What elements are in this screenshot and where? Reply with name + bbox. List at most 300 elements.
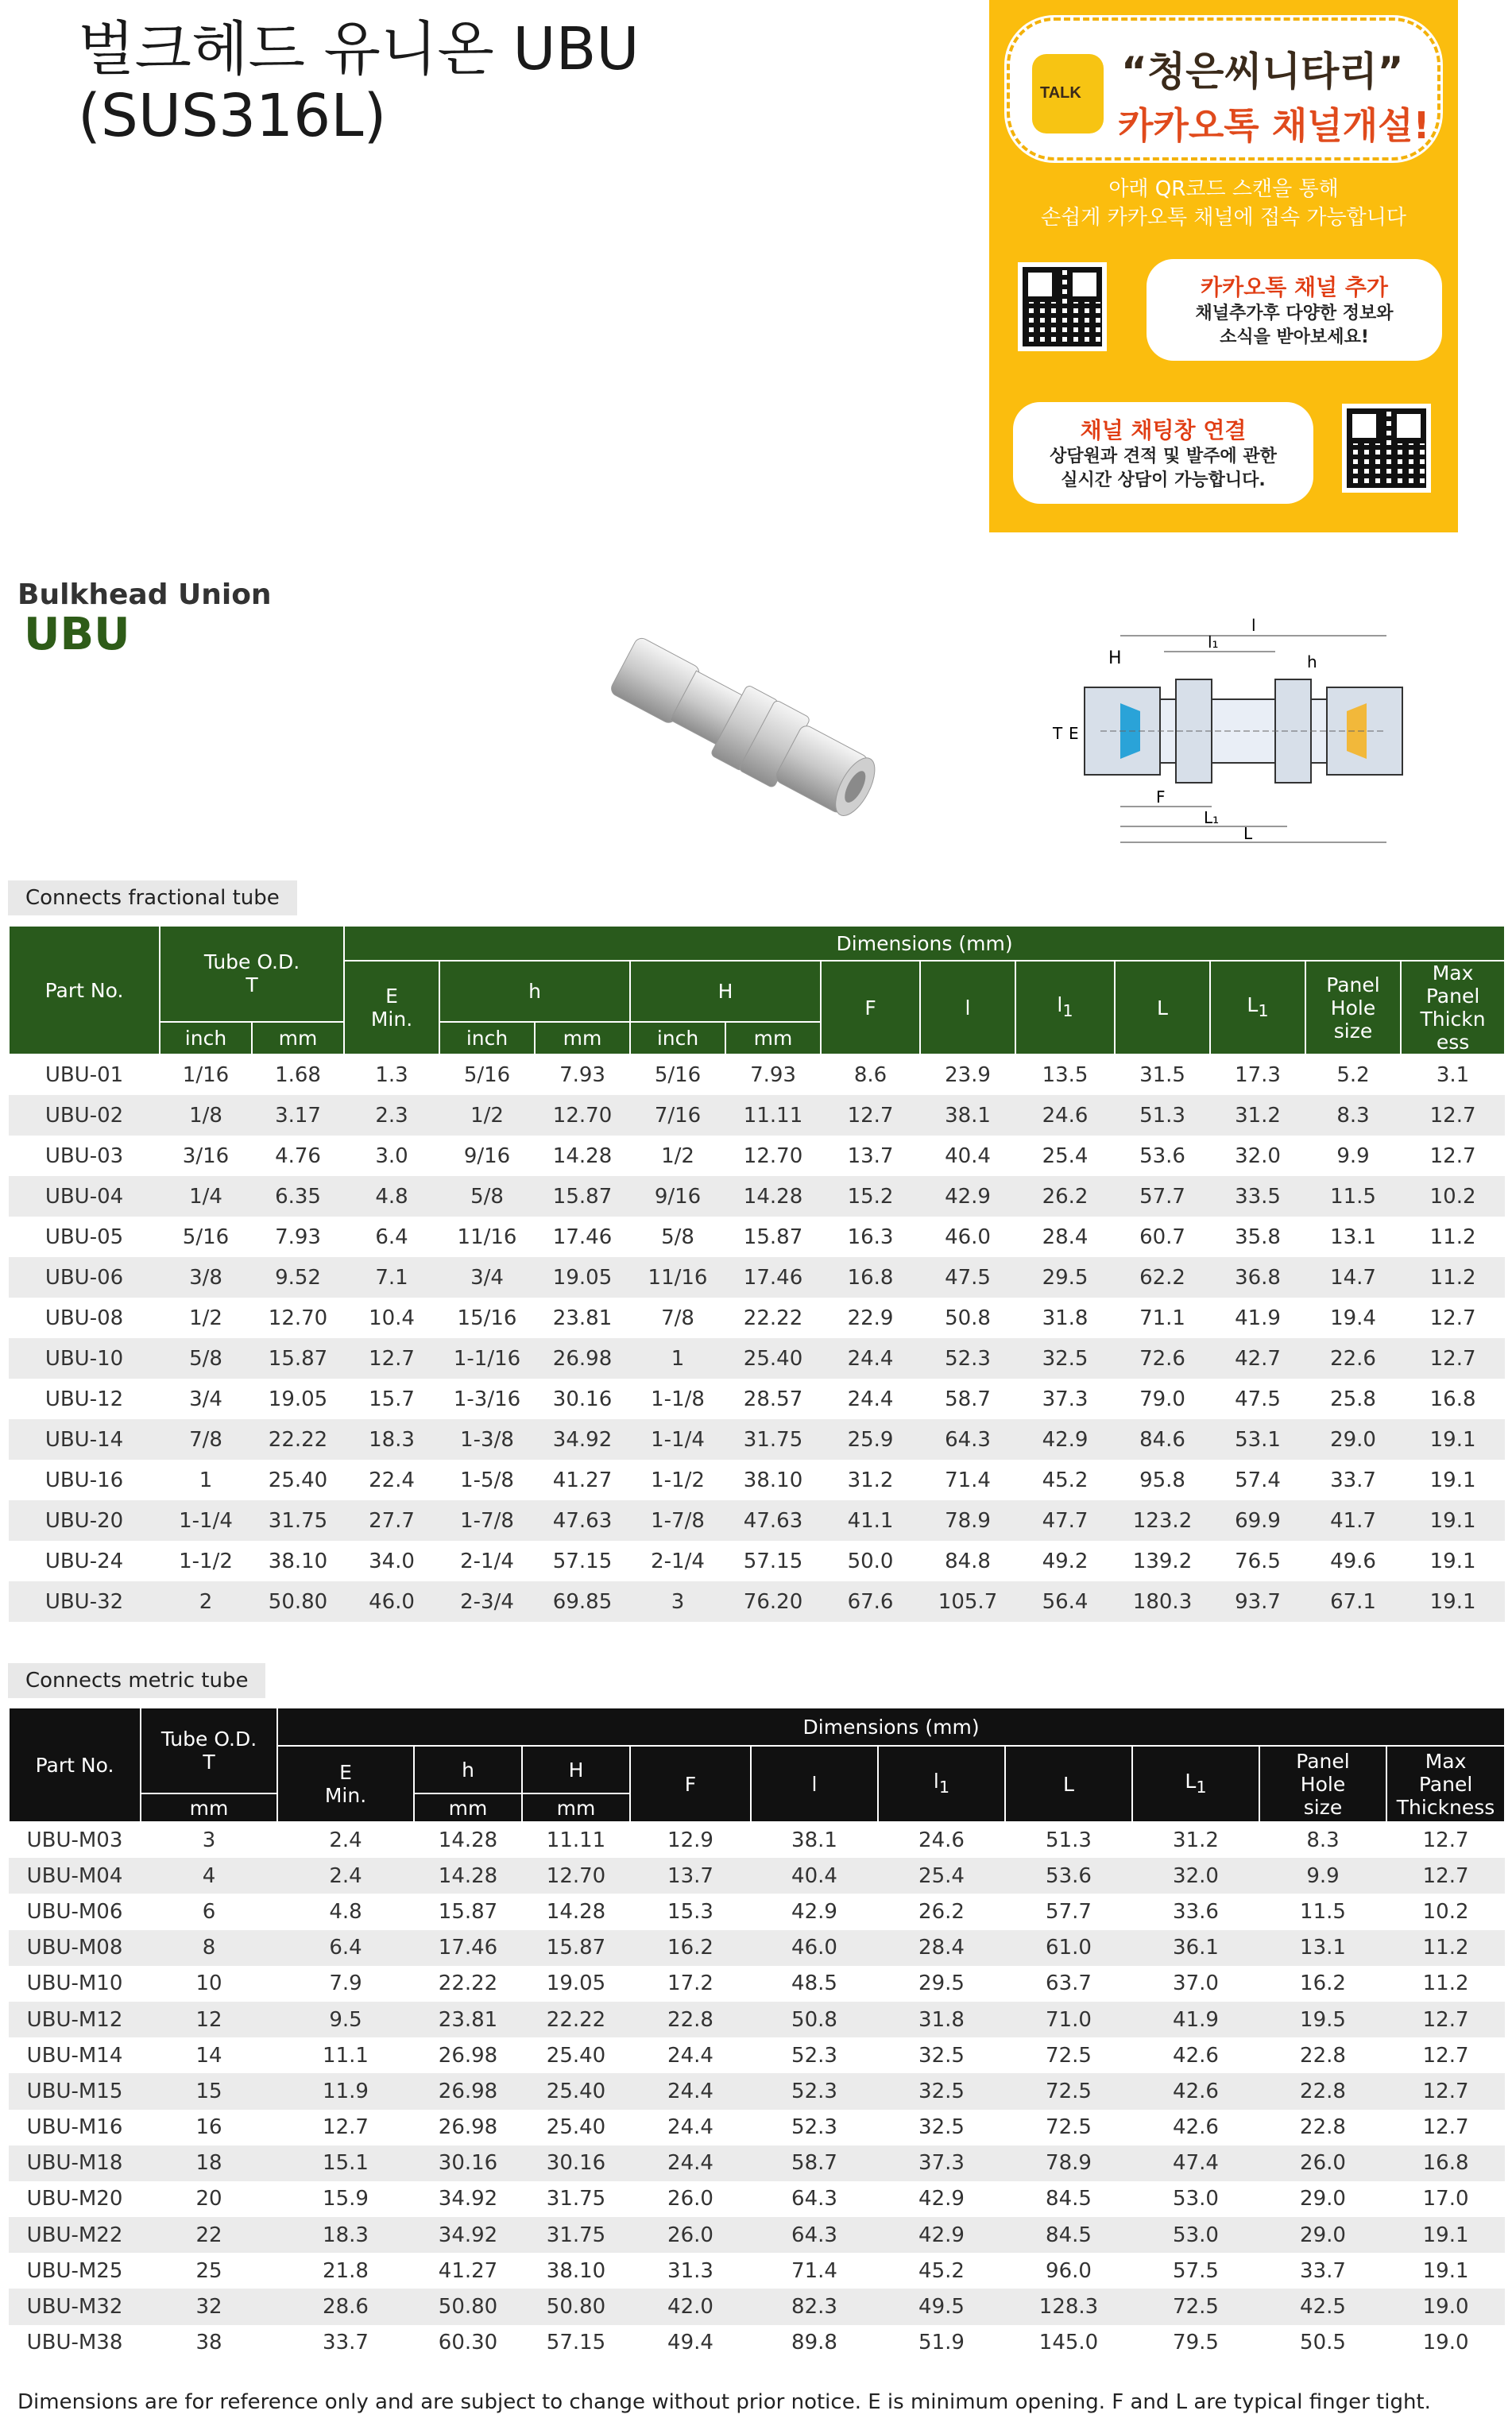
table-cell: 36.8 (1210, 1257, 1305, 1298)
table-row (9, 1136, 1505, 1176)
table-cell: 26.98 (438, 2115, 498, 2140)
table-cell: 50.80 (252, 1581, 344, 1622)
table-cell: 9.9 (1259, 1858, 1386, 1894)
metric-col-H: H (522, 1746, 630, 1793)
table-cell: 3 (202, 1828, 216, 1853)
table-cell: 31.75 (546, 2187, 606, 2211)
table-cell: 11.2 (1422, 1971, 1469, 1996)
table-cell: 12.7 (1386, 1858, 1505, 1894)
table-cell: 11/16 (457, 1225, 517, 1249)
table-cell: 58.7 (751, 2145, 878, 2181)
table-cell: 6 (202, 1899, 216, 1924)
kakao-chat-box[interactable] (1013, 402, 1313, 504)
page-title (78, 16, 640, 149)
table-row (9, 1500, 1505, 1541)
table-cell: 33.6 (1173, 1899, 1219, 1924)
metric-col-H-mm: mm (522, 1793, 630, 1822)
table-cell: 15 (141, 2073, 277, 2109)
table-cell: 15.87 (522, 1930, 630, 1966)
table-cell: 19.0 (1386, 2289, 1505, 2324)
table-cell: 38 (195, 2331, 222, 2355)
part-number-cell: UBU-16 (44, 1468, 124, 1492)
table-cell: 53.6 (1005, 1858, 1132, 1894)
table-cell: 18 (141, 2145, 277, 2181)
table-cell: 14.28 (725, 1176, 821, 1217)
table-cell: 27.7 (344, 1500, 439, 1541)
table-cell: 19.05 (546, 1971, 606, 1996)
part-number-cell: UBU-08 (44, 1306, 124, 1330)
table-cell: 22.8 (630, 2002, 751, 2037)
metric-col-l: l (751, 1746, 878, 1822)
table-cell: 69.9 (1210, 1500, 1305, 1541)
table-row (9, 1217, 1505, 1257)
table-cell: 15/16 (457, 1306, 517, 1330)
table-cell: 24.4 (667, 2115, 713, 2140)
table-cell: 71.1 (1139, 1306, 1185, 1330)
title-line2: (SUS316L) (78, 82, 387, 150)
table-cell: 50.8 (945, 1306, 991, 1330)
table-cell: 17.3 (1235, 1063, 1281, 1087)
table-cell: 61.0 (1005, 1930, 1132, 1966)
table-row (9, 1298, 1505, 1338)
table-cell: 63.7 (1046, 1971, 1092, 1996)
table-cell: 1/4 (160, 1176, 252, 1217)
table-cell: 50.8 (751, 2002, 878, 2037)
table-cell: 12.7 (1401, 1338, 1505, 1379)
part-number-cell: UBU-M10 (26, 1971, 123, 1996)
table-cell: 3.1 (1436, 1063, 1470, 1087)
table-cell: 60.7 (1139, 1225, 1185, 1249)
table-cell: 62.2 (1115, 1257, 1210, 1298)
part-number-cell: UBU-01 (44, 1063, 124, 1087)
table-cell: 15.2 (821, 1176, 920, 1217)
table-cell: 40.4 (945, 1143, 991, 1168)
table-cell: 11.1 (323, 2043, 369, 2068)
table-cell: 180.3 (1115, 1581, 1210, 1622)
table-cell: 57.5 (1173, 2258, 1219, 2283)
table-cell: 25.4 (878, 1858, 1005, 1894)
table-cell: 10.2 (1422, 1899, 1469, 1924)
table-cell: 18.3 (344, 1419, 439, 1460)
part-number-cell: UBU-32 (9, 1581, 160, 1622)
table-cell: 12.70 (535, 1095, 630, 1136)
table-cell: 23.9 (945, 1063, 991, 1087)
table-cell: 41.7 (1305, 1500, 1401, 1541)
table-cell: 71.0 (1005, 2002, 1132, 2037)
product-code: UBU (24, 609, 130, 660)
table-cell: 16.3 (847, 1225, 894, 1249)
table-row (9, 2073, 1505, 2109)
table-cell: 28.4 (878, 1930, 1005, 1966)
table-cell: 2.4 (277, 1858, 414, 1894)
part-number-cell: UBU-M22 (9, 2217, 141, 2253)
table-row (9, 1419, 1505, 1460)
table-cell: 33.7 (1300, 2258, 1346, 2283)
table-cell: 40.4 (751, 1858, 878, 1894)
dim-E-label: E (1069, 724, 1079, 743)
table-cell: 11.5 (1305, 1176, 1401, 1217)
table-cell: 47.63 (535, 1500, 630, 1541)
qr-code-icon[interactable] (1342, 404, 1431, 493)
table-cell: 25.9 (821, 1419, 920, 1460)
table-cell: 19.4 (1330, 1306, 1376, 1330)
table-cell: 1/8 (160, 1095, 252, 1136)
table-cell: 38.1 (791, 1828, 837, 1853)
table-cell: 6.35 (252, 1176, 344, 1217)
table-cell: 17.46 (552, 1225, 613, 1249)
table-cell: 2-1/4 (651, 1549, 705, 1573)
table-cell: 25.40 (546, 2115, 606, 2140)
table-cell: 4.76 (275, 1143, 321, 1168)
table-cell: 123.2 (1115, 1500, 1210, 1541)
table-cell: 11/16 (630, 1257, 725, 1298)
table-cell: 50.5 (1300, 2331, 1346, 2355)
table-row (9, 1858, 1505, 1894)
table-cell: 64.3 (791, 2187, 837, 2211)
table-cell: 22 (141, 2217, 277, 2253)
table-cell: 24.6 (1015, 1095, 1115, 1136)
kakao-description (989, 175, 1458, 232)
table-cell: 22.22 (438, 1971, 498, 1996)
table-cell: 7.93 (559, 1063, 605, 1087)
table-cell: 49.5 (878, 2289, 1005, 2324)
table-cell: 33.7 (1330, 1468, 1376, 1492)
part-number-cell: UBU-M32 (9, 2289, 141, 2324)
table-cell: 49.2 (1042, 1549, 1089, 1573)
table-cell: 22.22 (743, 1306, 803, 1330)
table-cell: 49.4 (667, 2331, 713, 2355)
qr-code-icon[interactable] (1018, 262, 1107, 351)
table-cell: 12.7 (1429, 1306, 1476, 1330)
table-cell: 47.4 (1132, 2145, 1259, 2181)
table-cell: 19.1 (1401, 1419, 1505, 1460)
table-cell: 26.98 (535, 1338, 630, 1379)
table-cell: 2-3/4 (439, 1581, 535, 1622)
table-cell: 32.0 (1132, 1858, 1259, 1894)
table-row (9, 1054, 1505, 1095)
table-row (9, 2002, 1505, 2037)
table-row (9, 1379, 1505, 1419)
table-cell: 21.8 (323, 2258, 369, 2283)
dim-l-label: l (1251, 616, 1256, 635)
table-cell: 41.9 (1132, 2002, 1259, 2037)
col-l: l (920, 961, 1015, 1054)
kakao-chat-line2: 실시간 상담이 가능합니다. (1061, 470, 1266, 490)
col-L1: $L_1$ (1210, 961, 1305, 1054)
col-H-mm: mm (725, 1022, 821, 1054)
table-cell: 42.9 (791, 1899, 837, 1924)
table-cell: 11.11 (725, 1095, 821, 1136)
part-number-cell: UBU-12 (44, 1387, 124, 1411)
table-cell: 29.0 (1300, 2187, 1346, 2211)
table-cell: 7.93 (750, 1063, 796, 1087)
table-cell: 1/16 (182, 1063, 230, 1087)
table-row (9, 1930, 1505, 1966)
table-cell: 12.7 (1401, 1095, 1505, 1136)
table-cell: 3.0 (375, 1143, 408, 1168)
table-cell: 41.27 (438, 2258, 498, 2283)
table-cell: 37.0 (1173, 1971, 1219, 1996)
part-number-cell: UBU-M06 (26, 1899, 123, 1924)
dimension-drawing (1045, 604, 1442, 866)
table-cell: 31.5 (1139, 1063, 1185, 1087)
table-row (9, 2217, 1505, 2253)
table-cell: 69.85 (535, 1581, 630, 1622)
table-cell: 11.2 (1386, 1930, 1505, 1966)
table-cell: 12.7 (1422, 2043, 1469, 2068)
table-cell: 22.8 (1300, 2043, 1346, 2068)
col-H-inch: inch (630, 1022, 725, 1054)
table-cell: 15.87 (743, 1225, 803, 1249)
table-cell: 8.3 (1306, 1828, 1340, 1853)
table-cell: 4.8 (344, 1176, 439, 1217)
table-row (9, 1338, 1505, 1379)
table-cell: 4 (141, 1858, 277, 1894)
dim-l1-label: l₁ (1208, 633, 1219, 652)
table-cell: 38.10 (268, 1549, 328, 1573)
table-cell: 71.4 (791, 2258, 837, 2283)
table-cell: 56.4 (1015, 1581, 1115, 1622)
table-cell: 31.75 (725, 1419, 821, 1460)
table-cell: 19.1 (1422, 2258, 1469, 2283)
table-cell: 145.0 (1038, 2331, 1099, 2355)
table-cell: 19.1 (1429, 1549, 1476, 1573)
table-cell: 1-1/2 (651, 1468, 705, 1492)
table-cell: 15.7 (369, 1387, 415, 1411)
table-cell: 19.1 (1401, 1581, 1505, 1622)
table-cell: 32.5 (1015, 1338, 1115, 1379)
dim-L1-label: L₁ (1204, 808, 1220, 827)
table-cell: 11.11 (546, 1828, 606, 1853)
table-cell: 11.2 (1401, 1257, 1505, 1298)
table-cell: 51.3 (1115, 1095, 1210, 1136)
table-cell: 15.87 (438, 1899, 498, 1924)
table-cell: 34.92 (535, 1419, 630, 1460)
table-cell: 32.5 (918, 2115, 965, 2140)
table-cell: 53.6 (1139, 1143, 1185, 1168)
table-cell: 22.22 (522, 2002, 630, 2037)
table-cell: 5/16 (654, 1063, 702, 1087)
table-cell: 16 (195, 2115, 222, 2140)
kakao-add-channel-line2: 소식을 받아보세요! (1220, 327, 1369, 347)
table-cell: 31.2 (1173, 1828, 1219, 1853)
table-cell: 50.0 (847, 1549, 894, 1573)
table-cell: 11.2 (1429, 1225, 1476, 1249)
table-cell: 52.3 (751, 2073, 878, 2109)
table-cell: 11.9 (277, 2073, 414, 2109)
table-row (9, 2253, 1505, 2289)
kakao-channel-banner[interactable] (989, 0, 1458, 532)
table-cell: 41.27 (552, 1468, 613, 1492)
table-cell: 72.5 (1005, 2073, 1132, 2109)
table-cell: 46.0 (945, 1225, 991, 1249)
product-photo (592, 620, 894, 834)
table-cell: 12.7 (1429, 1143, 1476, 1168)
table-cell: 67.1 (1305, 1581, 1401, 1622)
part-number-cell: UBU-M25 (26, 2258, 123, 2283)
table-cell: 79.0 (1139, 1387, 1185, 1411)
table-cell: 3/8 (160, 1257, 252, 1298)
table-cell: 49.6 (1330, 1549, 1376, 1573)
table-cell: 41.1 (821, 1500, 920, 1541)
table-cell: 31.8 (1042, 1306, 1089, 1330)
table-cell: 24.4 (821, 1338, 920, 1379)
table-cell: 34.92 (438, 2187, 498, 2211)
col-tube-inch: inch (160, 1022, 252, 1054)
table-cell: 15.1 (277, 2145, 414, 2181)
table-cell: 84.6 (1115, 1419, 1210, 1460)
table-cell: 1-5/8 (460, 1468, 514, 1492)
table-cell: 139.2 (1132, 1549, 1193, 1573)
table-cell: 1 (630, 1338, 725, 1379)
table-cell: 32.0 (1235, 1143, 1281, 1168)
metric-col-L1: $L_1$ (1132, 1746, 1259, 1822)
table-cell: 14.7 (1305, 1257, 1401, 1298)
kakao-add-channel-title: 카카오톡 채널 추가 (1201, 274, 1388, 300)
table-cell: 38.1 (920, 1095, 1015, 1136)
kakao-talk-icon (1032, 54, 1104, 133)
table-row (9, 2037, 1505, 2073)
metric-col-part-no: Part No. (9, 1708, 141, 1822)
table-cell: 51.9 (918, 2331, 965, 2355)
table-cell: 15.3 (667, 1899, 713, 1924)
table-cell: 52.3 (791, 2115, 837, 2140)
table-row (9, 1966, 1505, 2002)
col-max-panel: Max Panel Thickn ess (1401, 961, 1505, 1054)
table-row (9, 1822, 1505, 1858)
metric-col-dimensions: Dimensions (mm) (277, 1708, 1505, 1746)
table-cell: 5/16 (182, 1225, 230, 1249)
col-tube-mm: mm (252, 1022, 344, 1054)
table-cell: 1-1/8 (651, 1387, 705, 1411)
table-cell: 24.4 (630, 2073, 751, 2109)
table-cell: 72.5 (1046, 2043, 1092, 2068)
metric-col-F: F (630, 1746, 751, 1822)
part-number-cell: UBU-04 (9, 1176, 160, 1217)
part-number-cell: UBU-M08 (9, 1930, 141, 1966)
metric-col-tube-od: Tube O.D. T (141, 1708, 277, 1793)
part-number-cell: UBU-M20 (26, 2187, 123, 2211)
table-row (9, 1460, 1505, 1500)
table-cell: 22.4 (369, 1468, 415, 1492)
col-dimensions: Dimensions (mm) (344, 926, 1505, 961)
col-h-mm: mm (535, 1022, 630, 1054)
table-cell: 16.2 (630, 1930, 751, 1966)
part-number-cell: UBU-10 (9, 1338, 160, 1379)
table-cell: 24.6 (918, 1828, 965, 1853)
kakao-add-channel-box[interactable] (1147, 259, 1442, 361)
table-cell: 53.0 (1132, 2217, 1259, 2253)
table-cell: 14.28 (552, 1143, 613, 1168)
table-cell: 42.9 (878, 2217, 1005, 2253)
table-cell: 2-1/4 (460, 1549, 514, 1573)
table-cell: 79.5 (1173, 2331, 1219, 2355)
table-cell: 12.7 (821, 1095, 920, 1136)
table-cell: 84.5 (1005, 2217, 1132, 2253)
part-number-cell: UBU-24 (44, 1549, 124, 1573)
col-L: L (1115, 961, 1210, 1054)
table-cell: 50.80 (522, 2289, 630, 2324)
table-cell: 45.2 (918, 2258, 965, 2283)
table-row (9, 2289, 1505, 2324)
table-cell: 22.8 (1300, 2115, 1346, 2140)
table-cell: 64.3 (751, 2217, 878, 2253)
table-cell: 76.20 (725, 1581, 821, 1622)
dim-H-label: H (1108, 648, 1122, 668)
table-cell: 72.5 (1046, 2115, 1092, 2140)
table-cell: 16.8 (1429, 1387, 1476, 1411)
table-cell: 22.6 (1305, 1338, 1401, 1379)
part-number-cell: UBU-02 (9, 1095, 160, 1136)
table-cell: 57.7 (1046, 1899, 1092, 1924)
table-cell: 5/8 (160, 1338, 252, 1379)
part-number-cell: UBU-M12 (9, 2002, 141, 2037)
kakao-headline-2: 카카오톡 채널개설! (1118, 104, 1430, 147)
table-cell: 7.9 (329, 1971, 362, 1996)
table-cell: 17.46 (414, 1930, 522, 1966)
kakao-desc-line1: 아래 QR코드 스캔을 통해 (1108, 177, 1339, 201)
table-cell: 31.3 (667, 2258, 713, 2283)
table-cell: 1.3 (375, 1063, 408, 1087)
table-cell: 47.63 (725, 1500, 821, 1541)
table-cell: 13.7 (630, 1858, 751, 1894)
table-cell: 13.7 (847, 1143, 894, 1168)
table-cell: 78.9 (920, 1500, 1015, 1541)
table-cell: 6.4 (375, 1225, 408, 1249)
fractional-dimension-table (8, 925, 1506, 1622)
table-cell: 26.0 (630, 2217, 751, 2253)
table-cell: 38.10 (546, 2258, 606, 2283)
table-cell: 42.7 (1210, 1338, 1305, 1379)
table-cell: 25.4 (1042, 1143, 1089, 1168)
table-cell: 32.5 (878, 2073, 1005, 2109)
table-row (9, 2110, 1505, 2145)
table-row (9, 1257, 1505, 1298)
table-cell: 12.70 (522, 1858, 630, 1894)
table-cell: 12.7 (1386, 2073, 1505, 2109)
table-cell: 72.5 (1132, 2289, 1259, 2324)
table-row (9, 1894, 1505, 1929)
table-cell: 41.9 (1235, 1306, 1281, 1330)
dim-L-label: L (1243, 824, 1253, 843)
table-cell: 22.22 (252, 1419, 344, 1460)
table-cell: 26.98 (414, 2073, 522, 2109)
table-cell: 51.3 (1046, 1828, 1092, 1853)
table-cell: 128.3 (1005, 2289, 1132, 2324)
metric-dimension-table (8, 1707, 1506, 2361)
part-number-cell: UBU-14 (9, 1419, 160, 1460)
table-cell: 64.3 (920, 1419, 1015, 1460)
kakao-headline-box (1007, 17, 1440, 161)
kakao-chat-line1: 상담원과 견적 및 발주에 관한 (1050, 447, 1277, 466)
table-cell: 19.05 (535, 1257, 630, 1298)
table-cell: 12.9 (667, 1828, 713, 1853)
table-cell: 9.5 (277, 2002, 414, 2037)
table-cell: 33.7 (323, 2331, 369, 2355)
table-cell: 82.3 (751, 2289, 878, 2324)
table-cell: 15.9 (323, 2187, 369, 2211)
table-cell: 7/16 (630, 1095, 725, 1136)
table-cell: 19.5 (1259, 2002, 1386, 2037)
table-cell: 14.28 (546, 1899, 606, 1924)
col-tube-od: Tube O.D. T (160, 926, 344, 1022)
table-row (9, 2181, 1505, 2217)
table-cell: 95.8 (1139, 1468, 1185, 1492)
table-row (9, 1095, 1505, 1136)
col-h: h (439, 961, 630, 1022)
table-cell: 84.8 (945, 1549, 991, 1573)
table-cell: 12 (141, 2002, 277, 2037)
